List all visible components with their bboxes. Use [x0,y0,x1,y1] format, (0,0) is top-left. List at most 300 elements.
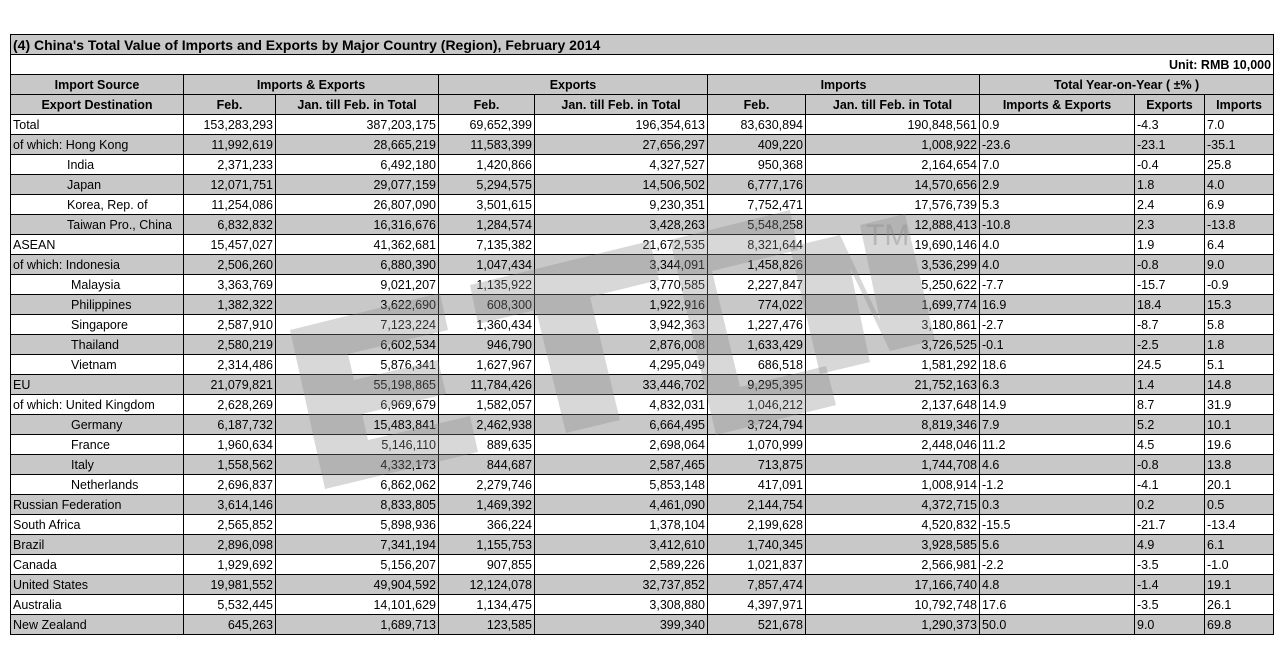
table-cell: 41,362,681 [276,235,439,255]
table-cell: 4.0 [980,235,1135,255]
table-cell: 1,008,914 [806,475,980,495]
table-cell: 1.4 [1135,375,1205,395]
table-cell: 7.9 [980,415,1135,435]
row-label: Netherlands [11,475,184,495]
table-cell: 8,321,644 [708,235,806,255]
table-cell: 69.8 [1205,615,1274,635]
table-cell: 16.9 [980,295,1135,315]
table-cell: -35.1 [1205,135,1274,155]
table-cell: 29,077,159 [276,175,439,195]
table-cell: 1,070,999 [708,435,806,455]
table-cell: 2,565,852 [184,515,276,535]
table-cell: 24.5 [1135,355,1205,375]
table-cell: 5,156,207 [276,555,439,575]
table-cell: 2,462,938 [439,415,535,435]
table-cell: 11.2 [980,435,1135,455]
table-cell: 1,420,866 [439,155,535,175]
table-cell: 14,570,656 [806,175,980,195]
table-cell: 2,448,046 [806,435,980,455]
header-ie-jan-feb: Jan. till Feb. in Total [276,95,439,115]
table-cell: -15.5 [980,515,1135,535]
table-cell: 2,199,628 [708,515,806,535]
table-cell: 3,726,525 [806,335,980,355]
table-cell: 3,622,690 [276,295,439,315]
table-cell: 1,740,345 [708,535,806,555]
table-cell: -1.4 [1135,575,1205,595]
table-cell: 16,316,676 [276,215,439,235]
trade-table [10,34,1274,635]
table-row [11,595,1274,615]
row-label: of which: Indonesia [11,255,184,275]
table-cell: 2,698,064 [535,435,708,455]
row-label: Canada [11,555,184,575]
table-cell: 4.5 [1135,435,1205,455]
table-cell: 8,833,805 [276,495,439,515]
watermark-text: ETCN [0,0,3,1]
table-cell: 1,021,837 [708,555,806,575]
table-cell: 20.1 [1205,475,1274,495]
table-cell: -13.4 [1205,515,1274,535]
table-cell: 11,583,399 [439,135,535,155]
table-cell: 14,506,502 [535,175,708,195]
table-row [11,535,1274,555]
table-cell: 83,630,894 [708,115,806,135]
table-row [11,515,1274,535]
table-cell: 32,737,852 [535,575,708,595]
table-cell: -4.3 [1135,115,1205,135]
table-cell: 2,587,465 [535,455,708,475]
table-cell: -0.8 [1135,255,1205,275]
table-row [11,195,1274,215]
table-cell: 3,428,263 [535,215,708,235]
table-cell: 7,135,382 [439,235,535,255]
table-cell: 1.8 [1135,175,1205,195]
header-exports: Exports [439,75,708,95]
table-cell: 3,614,146 [184,495,276,515]
table-cell: 366,224 [439,515,535,535]
row-label: Malaysia [11,275,184,295]
table-cell: 17,166,740 [806,575,980,595]
table-cell: 14.8 [1205,375,1274,395]
table-cell: 7.0 [980,155,1135,175]
table-row [11,475,1274,495]
table-cell: 5.3 [980,195,1135,215]
table-cell: -10.8 [980,215,1135,235]
table-cell: 9,295,395 [708,375,806,395]
table-cell: 5.2 [1135,415,1205,435]
table-cell: 21,672,535 [535,235,708,255]
table-cell: 521,678 [708,615,806,635]
table-cell: 1,134,475 [439,595,535,615]
table-cell: -3.5 [1135,555,1205,575]
table-cell: 2,566,981 [806,555,980,575]
row-label: France [11,435,184,455]
table-row [11,335,1274,355]
header-yoy-i: Imports [1205,95,1274,115]
table-cell: 1,469,392 [439,495,535,515]
table-cell: 18.6 [980,355,1135,375]
table-cell: 12,888,413 [806,215,980,235]
table-cell: -23.6 [980,135,1135,155]
table-cell: 4.8 [980,575,1135,595]
table-cell: 3,501,615 [439,195,535,215]
table-cell: 69,652,399 [439,115,535,135]
table-cell: 5,146,110 [276,435,439,455]
table-cell: 686,518 [708,355,806,375]
table-cell: 153,283,293 [184,115,276,135]
table-cell: 17.6 [980,595,1135,615]
table-cell: 33,446,702 [535,375,708,395]
table-cell: 6.4 [1205,235,1274,255]
table-cell: 3,412,610 [535,535,708,555]
table-cell: 399,340 [535,615,708,635]
table-cell: 1,633,429 [708,335,806,355]
table-cell: 14,101,629 [276,595,439,615]
header-i-feb: Feb. [708,95,806,115]
table-cell: 18.4 [1135,295,1205,315]
table-cell: 6,880,390 [276,255,439,275]
row-label: Germany [11,415,184,435]
table-row [11,155,1274,175]
table-cell: 7.0 [1205,115,1274,135]
table-cell: 27,656,297 [535,135,708,155]
table-cell: 196,354,613 [535,115,708,135]
table-cell: -2.5 [1135,335,1205,355]
table-cell: 7,857,474 [708,575,806,595]
table-cell: 49,904,592 [276,575,439,595]
table-cell: 1,689,713 [276,615,439,635]
table-cell: 946,790 [439,335,535,355]
table-cell: -7.7 [980,275,1135,295]
header-export-destination: Export Destination [11,95,184,115]
table-row [11,315,1274,335]
row-label: EU [11,375,184,395]
header-yoy-e: Exports [1135,95,1205,115]
table-cell: 25.8 [1205,155,1274,175]
row-label: of which: United Kingdom [11,395,184,415]
table-cell: 15,483,841 [276,415,439,435]
table-cell: 8.7 [1135,395,1205,415]
row-label: New Zealand [11,615,184,635]
table-cell: 3,180,861 [806,315,980,335]
table-cell: -2.2 [980,555,1135,575]
table-title: (4) China's Total Value of Imports and Exports by Major Country (Region), February 2014 [11,35,1274,55]
row-label: Australia [11,595,184,615]
table-cell: 5,853,148 [535,475,708,495]
table-cell: -0.8 [1135,455,1205,475]
table-cell: 1,360,434 [439,315,535,335]
table-cell: 17,576,739 [806,195,980,215]
table-cell: 26.1 [1205,595,1274,615]
table-cell: 4.9 [1135,535,1205,555]
table-cell: 774,022 [708,295,806,315]
header-yoy-ie: Imports & Exports [980,95,1135,115]
row-label: ASEAN [11,235,184,255]
row-label: Japan [11,175,184,195]
table-cell: 0.2 [1135,495,1205,515]
table-cell: 0.9 [980,115,1135,135]
table-cell: 6,492,180 [276,155,439,175]
table-row [11,275,1274,295]
table-cell: 417,091 [708,475,806,495]
table-cell: 2,589,226 [535,555,708,575]
row-label: Thailand [11,335,184,355]
unit-label: Unit: RMB 10,000 [11,55,1274,75]
table-cell: 2.9 [980,175,1135,195]
table-cell: 2,137,648 [806,395,980,415]
table-row [11,235,1274,255]
table-cell: 15,457,027 [184,235,276,255]
table-cell: 4,832,031 [535,395,708,415]
table-cell: 2,876,008 [535,335,708,355]
table-cell: 1,458,826 [708,255,806,275]
table-cell: 1,046,212 [708,395,806,415]
row-label: Russian Federation [11,495,184,515]
table-cell: 608,300 [439,295,535,315]
table-cell: 5.6 [980,535,1135,555]
table-cell: 4,397,971 [708,595,806,615]
table-row [11,495,1274,515]
table-cell: 4,327,527 [535,155,708,175]
table-cell: 1.9 [1135,235,1205,255]
table-cell: 645,263 [184,615,276,635]
header-i-jan-feb: Jan. till Feb. in Total [806,95,980,115]
watermark-tm: TM [866,219,910,252]
table-cell: 4,520,832 [806,515,980,535]
table-cell: 3,942,363 [535,315,708,335]
table-cell: 5,532,445 [184,595,276,615]
table-cell: 1,155,753 [439,535,535,555]
table-cell: -0.4 [1135,155,1205,175]
table-cell: 4.0 [1205,175,1274,195]
table-cell: 5,250,622 [806,275,980,295]
table-cell: 4,332,173 [276,455,439,475]
table-cell: 387,203,175 [276,115,439,135]
table-cell: 50.0 [980,615,1135,635]
table-cell: 3,724,794 [708,415,806,435]
table-cell: 4,295,049 [535,355,708,375]
header-e-feb: Feb. [439,95,535,115]
table-cell: 14.9 [980,395,1135,415]
row-label: Italy [11,455,184,475]
row-label: Singapore [11,315,184,335]
table-cell: 21,752,163 [806,375,980,395]
table-cell: 7,752,471 [708,195,806,215]
table-cell: 1,744,708 [806,455,980,475]
table-cell: 907,855 [439,555,535,575]
table-cell: 123,585 [439,615,535,635]
row-label: India [11,155,184,175]
table-cell: 2.3 [1135,215,1205,235]
table-cell: -23.1 [1135,135,1205,155]
table-cell: 6,187,732 [184,415,276,435]
table-row [11,455,1274,475]
table-cell: 11,992,619 [184,135,276,155]
table-cell: 2,696,837 [184,475,276,495]
table-cell: 2,279,746 [439,475,535,495]
row-label: Brazil [11,535,184,555]
table-cell: 5.1 [1205,355,1274,375]
table-cell: 8,819,346 [806,415,980,435]
header-e-jan-feb: Jan. till Feb. in Total [535,95,708,115]
table-cell: 19,981,552 [184,575,276,595]
table-cell: 1,227,476 [708,315,806,335]
table-cell: 3,344,091 [535,255,708,275]
row-label: Korea, Rep. of [11,195,184,215]
table-cell: 1,284,574 [439,215,535,235]
table-cell: 889,635 [439,435,535,455]
table-cell: 5.8 [1205,315,1274,335]
row-label: United States [11,575,184,595]
table-cell: 5,898,936 [276,515,439,535]
table-cell: 1,929,692 [184,555,276,575]
table-cell: 9,230,351 [535,195,708,215]
table-cell: -3.5 [1135,595,1205,615]
table-cell: 190,848,561 [806,115,980,135]
table-row [11,215,1274,235]
table-cell: 6.9 [1205,195,1274,215]
table-cell: 5,294,575 [439,175,535,195]
table-cell: 3,928,585 [806,535,980,555]
table-cell: 5,876,341 [276,355,439,375]
table-cell: 0.3 [980,495,1135,515]
table-cell: -13.8 [1205,215,1274,235]
table-cell: -1.2 [980,475,1135,495]
header-imports: Imports [708,75,980,95]
table-cell: 10.1 [1205,415,1274,435]
table-cell: 31.9 [1205,395,1274,415]
table-cell: 844,687 [439,455,535,475]
table-cell: 6,664,495 [535,415,708,435]
table-cell: 4.0 [980,255,1135,275]
table-cell: 55,198,865 [276,375,439,395]
table-cell: 1,382,322 [184,295,276,315]
row-label: Total [11,115,184,135]
table-cell: 1,922,916 [535,295,708,315]
table-cell: 2,628,269 [184,395,276,415]
table-cell: 5,548,258 [708,215,806,235]
row-label: of which: Hong Kong [11,135,184,155]
table-cell: 9,021,207 [276,275,439,295]
table-cell: 2,587,910 [184,315,276,335]
table-cell: 11,784,426 [439,375,535,395]
table-cell: 950,368 [708,155,806,175]
table-row [11,395,1274,415]
table-row [11,175,1274,195]
table-cell: 1,008,922 [806,135,980,155]
table-cell: 409,220 [708,135,806,155]
table-cell: 1,047,434 [439,255,535,275]
row-label: Vietnam [11,355,184,375]
table-cell: 0.5 [1205,495,1274,515]
table-row [11,135,1274,155]
header-yoy: Total Year-on-Year ( ±% ) [980,75,1274,95]
table-cell: 28,665,219 [276,135,439,155]
table-cell: 2,227,847 [708,275,806,295]
table-cell: 3,308,880 [535,595,708,615]
header-imports-exports: Imports & Exports [184,75,439,95]
table-cell: 7,341,194 [276,535,439,555]
table-cell: 1,581,292 [806,355,980,375]
table-cell: 2,164,654 [806,155,980,175]
table-cell: 19.6 [1205,435,1274,455]
table-cell: -8.7 [1135,315,1205,335]
row-label: Taiwan Pro., China [11,215,184,235]
table-cell: -0.9 [1205,275,1274,295]
table-cell: -1.0 [1205,555,1274,575]
table-cell: 11,254,086 [184,195,276,215]
table-cell: 4,461,090 [535,495,708,515]
table-row [11,555,1274,575]
table-cell: 6,832,832 [184,215,276,235]
table-cell: 2,896,098 [184,535,276,555]
table-row [11,575,1274,595]
table-cell: 713,875 [708,455,806,475]
table-cell: 1,627,967 [439,355,535,375]
table-cell: 1,960,634 [184,435,276,455]
row-label: South Africa [11,515,184,535]
row-label: Philippines [11,295,184,315]
table-cell: 12,071,751 [184,175,276,195]
table-row [11,415,1274,435]
table-row [11,115,1274,135]
table-cell: -2.7 [980,315,1135,335]
header-ie-feb: Feb. [184,95,276,115]
table-cell: 3,536,299 [806,255,980,275]
table-row [11,435,1274,455]
table-cell: 1,699,774 [806,295,980,315]
table-cell: 1,290,373 [806,615,980,635]
table-cell: -4.1 [1135,475,1205,495]
table-cell: 21,079,821 [184,375,276,395]
table-row [11,355,1274,375]
table-cell: 1,558,562 [184,455,276,475]
table-cell: 2,580,219 [184,335,276,355]
table-cell: 6,777,176 [708,175,806,195]
table-cell: 4.6 [980,455,1135,475]
table-cell: 1,378,104 [535,515,708,535]
table-cell: 1.8 [1205,335,1274,355]
table-cell: 19,690,146 [806,235,980,255]
table-row [11,615,1274,635]
table-cell: 6,862,062 [276,475,439,495]
table-cell: 9.0 [1135,615,1205,635]
table-cell: 13.8 [1205,455,1274,475]
table-cell: 2,144,754 [708,495,806,515]
table-cell: -15.7 [1135,275,1205,295]
table-cell: 2,371,233 [184,155,276,175]
table-cell: -0.1 [980,335,1135,355]
table-cell: 19.1 [1205,575,1274,595]
table-cell: 15.3 [1205,295,1274,315]
table-cell: 2.4 [1135,195,1205,215]
header-import-source: Import Source [11,75,184,95]
table-row [11,295,1274,315]
table-cell: 1,582,057 [439,395,535,415]
table-cell: 3,770,585 [535,275,708,295]
table-cell: 12,124,078 [439,575,535,595]
table-row [11,255,1274,275]
table-cell: 3,363,769 [184,275,276,295]
table-cell: 6,969,679 [276,395,439,415]
table-cell: 6,602,534 [276,335,439,355]
table-cell: 6.3 [980,375,1135,395]
table-row [11,375,1274,395]
table-cell: -21.7 [1135,515,1205,535]
table-cell: 10,792,748 [806,595,980,615]
table-cell: 1,135,922 [439,275,535,295]
table-cell: 7,123,224 [276,315,439,335]
